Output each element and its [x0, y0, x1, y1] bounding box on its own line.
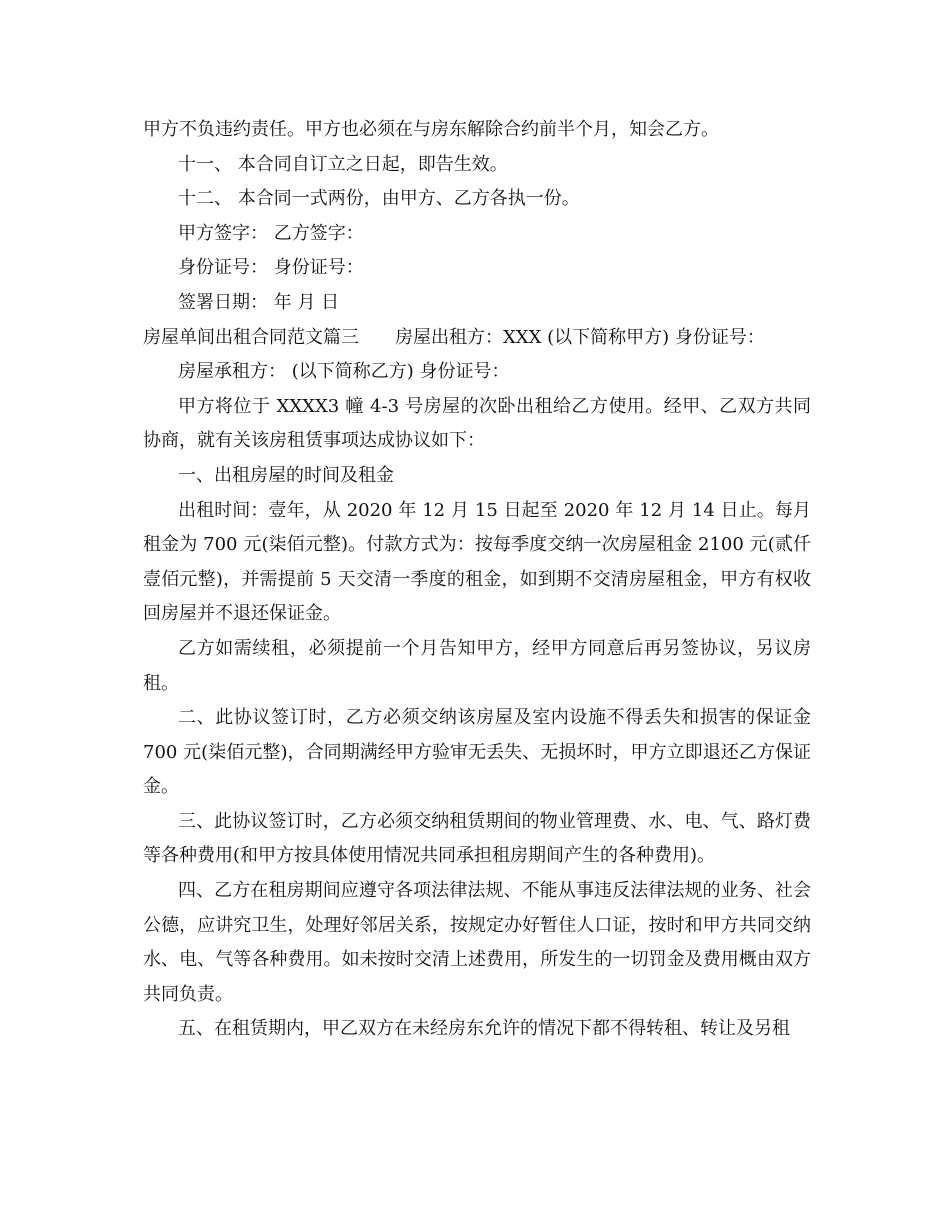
- clause-three-fees: 三、此协议签订时，乙方必须交纳租赁期间的物业管理费、水、电、气、路灯费等各种费用(和甲方按具体使用情况共同承担租房期间产生的各种费用)。: [143, 810, 811, 867]
- clause-five-subletting: 五、在租赁期内，甲乙双方在未经房东允许的情况下都不得转租、转让及另租: [178, 1018, 790, 1040]
- clause-twelve: 十二、 本合同一式两份，由甲方、乙方各执一份。: [178, 188, 580, 210]
- lessee-line: 房屋承租方： (以下简称乙方) 身份证号：: [178, 361, 510, 383]
- paragraph-renewal: 乙方如需续租，必须提前一个月告知甲方，经甲方同意后再另签协议，另议房租。: [143, 637, 811, 694]
- sign-date-line: 签署日期： 年 月 日: [178, 291, 340, 313]
- section-title-lessor: 房屋单间出租合同范文篇三 房屋出租方：XXX (以下简称甲方) 身份证号：: [143, 326, 765, 348]
- clause-four-obligations: 四、乙方在租房期间应遵守各项法律法规、不能从事违反法律法规的业务、社会公德，应讲究卫生，处理好邻居关系，按规定办好暂住人口证，按时和甲方共同交纳水、电、气等各种费用。如未按时交清上述费用，所发生的一切罚金及费用概由双方共同负责。: [143, 880, 811, 1005]
- paragraph-rent-terms: 出租时间：壹年，从 2020 年 12 月 15 日起至 2020 年 12 月 14 日止。每月租金为 700 元(柒佰元整)。付款方式为：按每季度交纳一次房屋租金 2100 元(贰仟壹佰元整)，并需提前 5 天交清一季度的租金，如到期不交清房屋租金，甲方有权收回房屋并不退还保证金。: [143, 499, 811, 625]
- signature-line: 甲方签字： 乙方签字：: [178, 222, 364, 244]
- paragraph-termination-notice: 甲方不负违约责任。甲方也必须在与房东解除合约前半个月，知会乙方。: [143, 119, 719, 140]
- id-number-line: 身份证号： 身份证号：: [178, 257, 364, 279]
- contract-body: [143, 113, 811, 1047]
- paragraph-intro: 甲方将位于 XXXX3 幢 4-3 号房屋的次卧出租给乙方使用。经甲、乙双方共同协商，就有关该房租赁事项达成协议如下：: [143, 395, 811, 452]
- heading-time-and-rent: 一、出租房屋的时间及租金: [178, 464, 394, 486]
- clause-two-deposit: 二、此协议签订时，乙方必须交纳该房屋及室内设施不得丢失和损害的保证金 700 元(柒佰元整)，合同期满经甲方验审无丢失、无损坏时，甲方立即退还乙方保证金。: [143, 707, 811, 798]
- clause-eleven: 十一、 本合同自订立之日起，即告生效。: [178, 153, 508, 175]
